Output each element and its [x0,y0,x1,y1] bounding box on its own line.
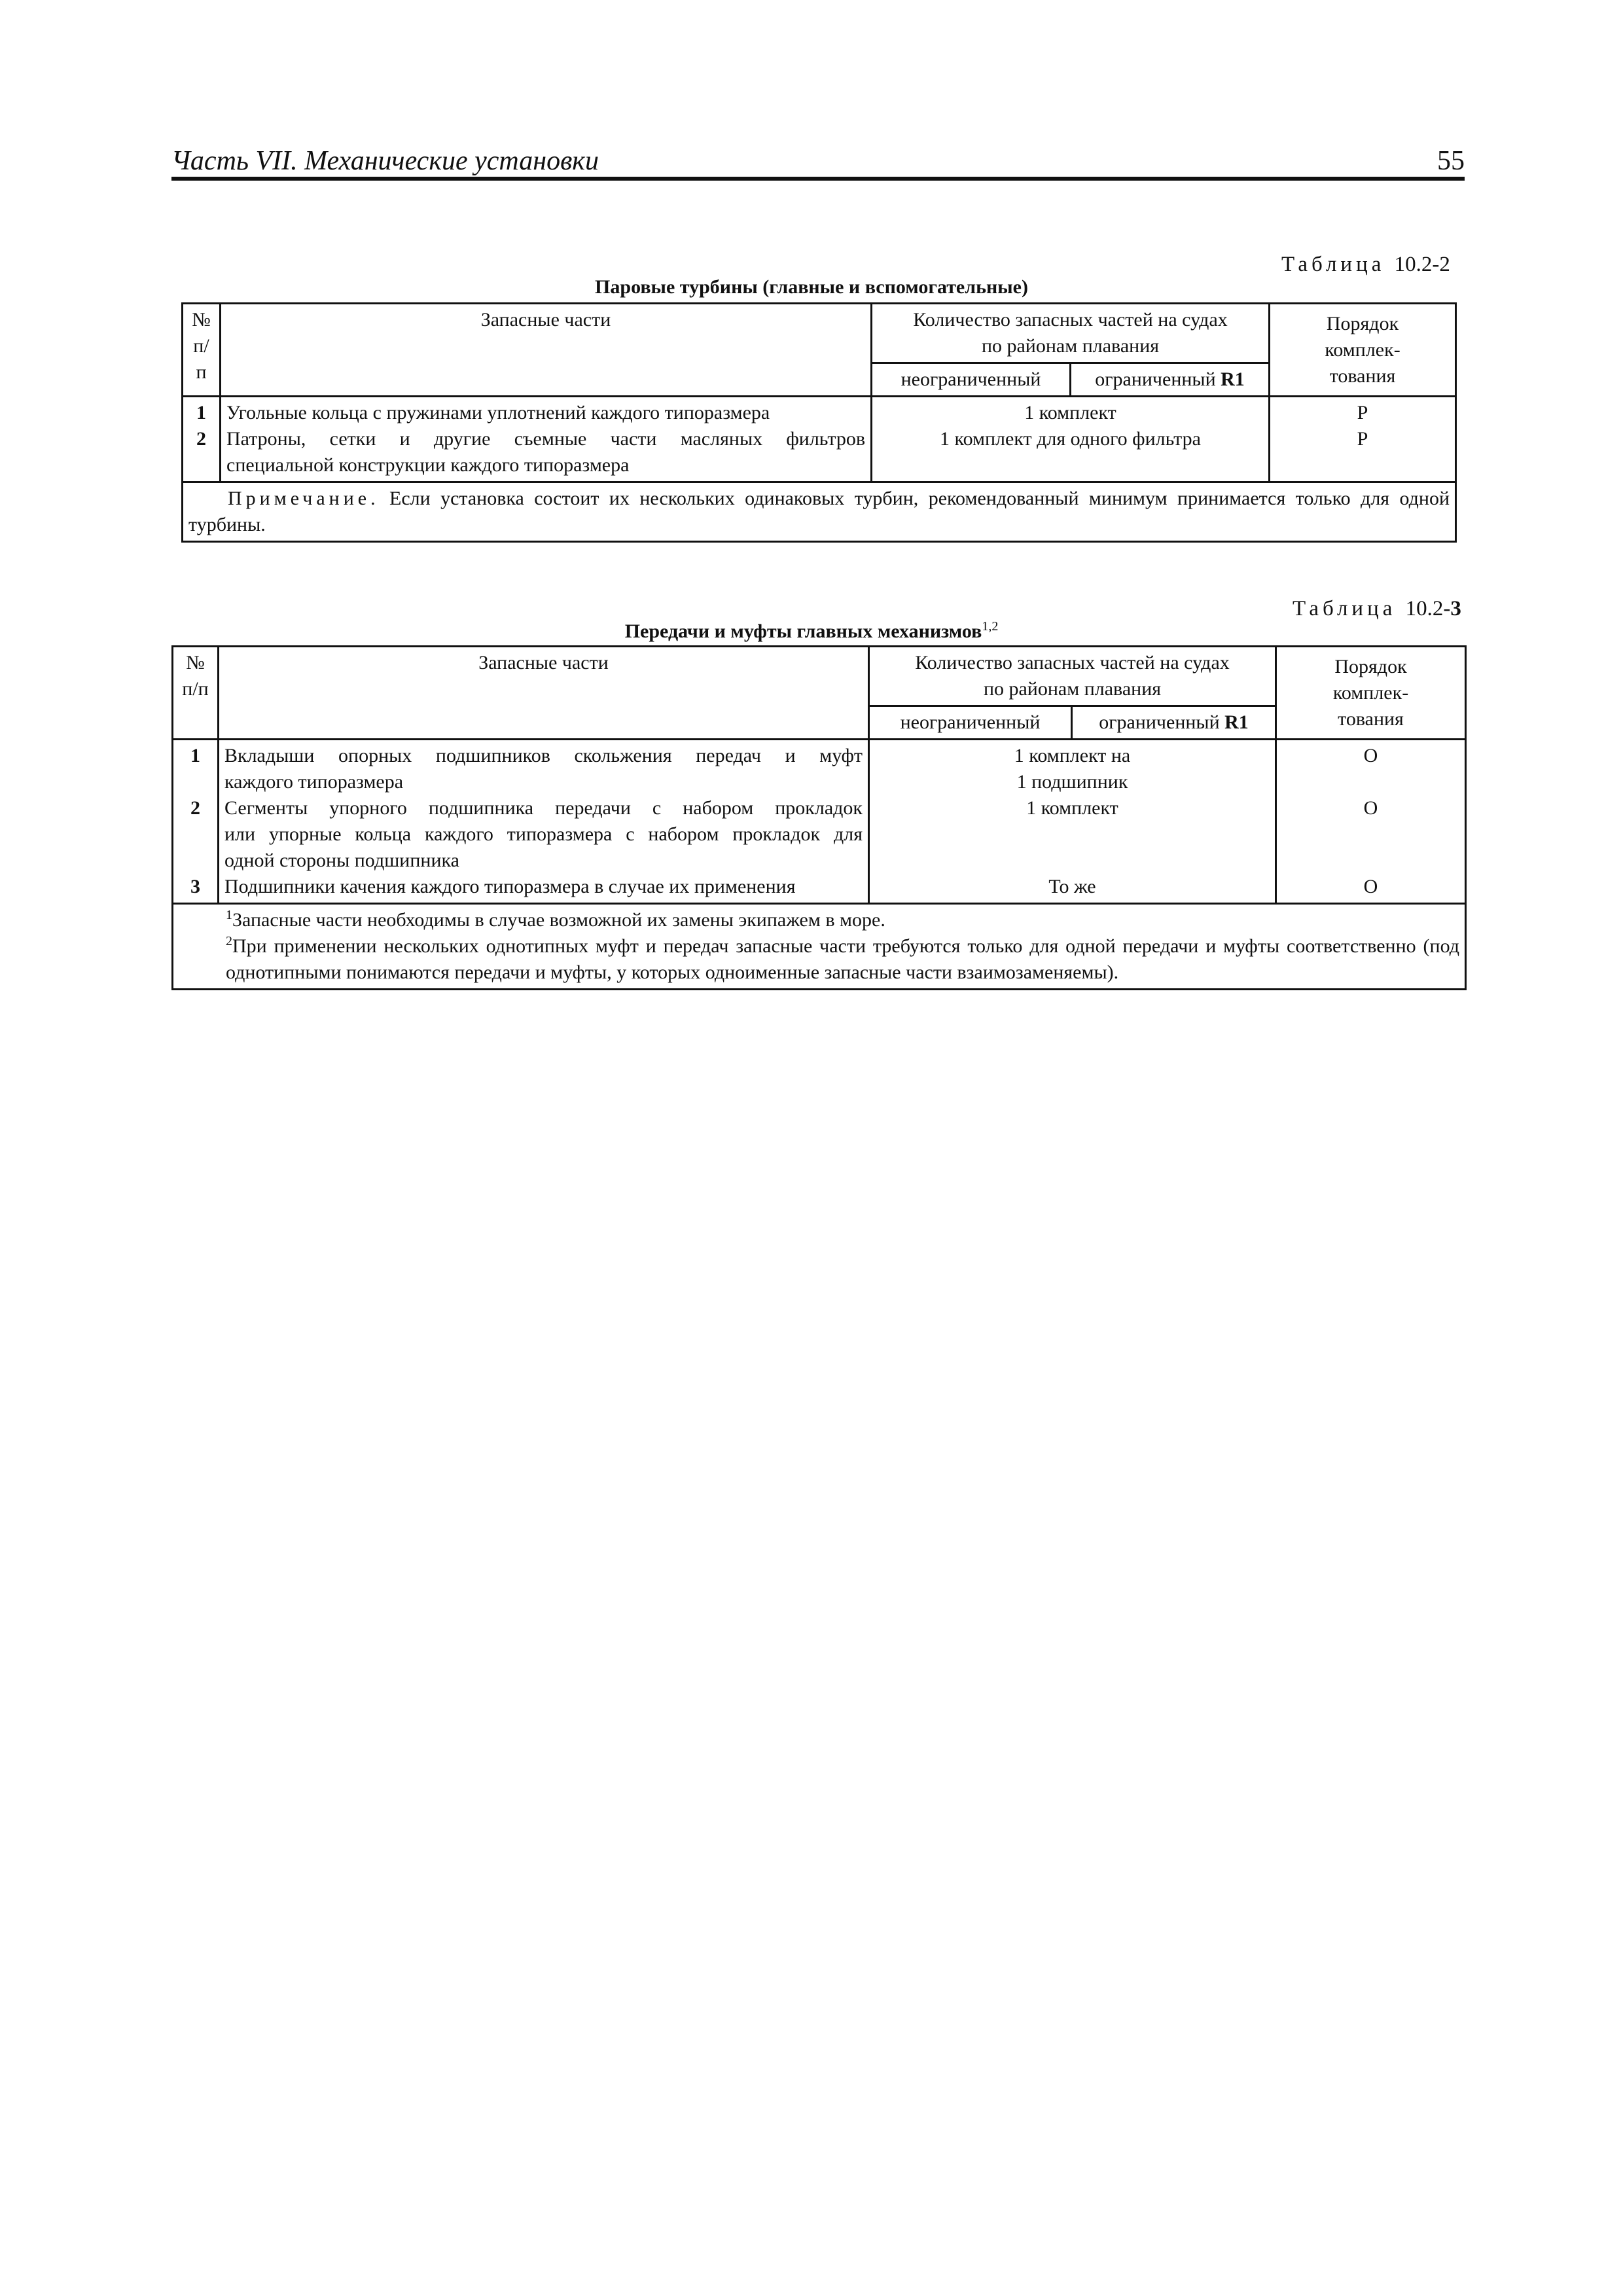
table1 [181,302,1457,543]
table1-header-limited: ограниченный R1 [1071,363,1270,397]
table2-header-parts: Запасные части [219,647,869,740]
table1-note-label: Примечание. [228,488,380,509]
table2-footnotes [173,904,1466,990]
table1-number-label: Таблица [1281,253,1385,276]
table1-header-unlimited: неограниченный [872,363,1071,397]
table1-header-qty: Количество запасных частей на судах по районам плавания [872,304,1270,363]
table2-row-names: Вкладыши опорных подшипников скольжения передач и муфт каждого типоразмера Сегменты упорного подшипника передачи с набором прокладок или упорные кольца каждого типоразмера с набором прокладок для одной стороны подшипника Подшипники качения каждого типоразмера в случае их применения [219,740,869,904]
table1-header-order: Порядок комплек- тования [1270,304,1456,397]
table1-row-nums: 1 2 [183,397,221,482]
header-rule [171,177,1465,181]
table2-number-bold: 3 [1450,597,1461,620]
table2-header-qty: Количество запасных частей на судах по районам плавания [869,647,1276,706]
table1-note-row [183,482,1456,542]
table1-row-order: Р Р [1270,397,1456,482]
table2-row-qty: 1 комплект на 1 подшипник 1 комплект То же [869,740,1276,904]
table2-header-row [173,647,1466,706]
footnote-2: $^2$При применении нескольких однотипных муфт и передач запасные части требуются только для одной передачи и муфты соответственно (под однотипными понимаются передачи и муфты, у которых одноименные запасные части взаимозаменяемы). [226,934,1459,983]
table1-row-qty: 1 комплект 1 комплект для одного фильтра [872,397,1270,482]
table2-header-num: № п/п [173,647,219,740]
table1-number-value: 10.2-2 [1394,253,1450,276]
page-number: 55 [1437,146,1465,176]
table2-number-label: Таблица [1293,597,1397,620]
table2-header-unlimited: неограниченный [869,706,1072,740]
table2-number [1293,597,1461,621]
table1-title: Паровые турбины (главные и вспомогательные) [595,276,1028,298]
table-row [173,740,1466,904]
table2-header-order: Порядок комплек- тования [1276,647,1466,740]
table2-header-limited: ограниченный R1 [1072,706,1276,740]
table1-row-names: Угольные кольца с пружинами уплотнений каждого типоразмера Патроны, сетки и другие съемные части масляных фильтров специальной конструкции каждого типоразмера [221,397,872,482]
table1-note [183,482,1456,542]
table1-note-text: Если установка состоит их нескольких одинаковых турбин, рекомендованный минимум принимается только для одной турбины. [188,488,1450,535]
part-title: Часть VII. Механические установки [171,146,599,176]
table2-title-sup: 1,2 [982,619,999,634]
running-header [171,145,1465,179]
table1-header-row [183,304,1456,363]
table1-header-parts: Запасные части [221,304,872,397]
table2 [171,645,1467,990]
table1-number [1281,253,1450,277]
table2-number-value: 10.2- [1405,597,1451,620]
footnote-1: $^1$Запасные части необходимы в случае возможной их замены экипажем в море. [226,908,885,931]
table2-row-nums: 1 2 3 [173,740,219,904]
table2-footnote-row [173,904,1466,990]
table2-row-order: О О О [1276,740,1466,904]
table1-header-num: № п/п [183,304,221,397]
table-row [183,397,1456,482]
table2-title: Передачи и муфты главных механизмов$^{1,2}$ [624,619,999,642]
